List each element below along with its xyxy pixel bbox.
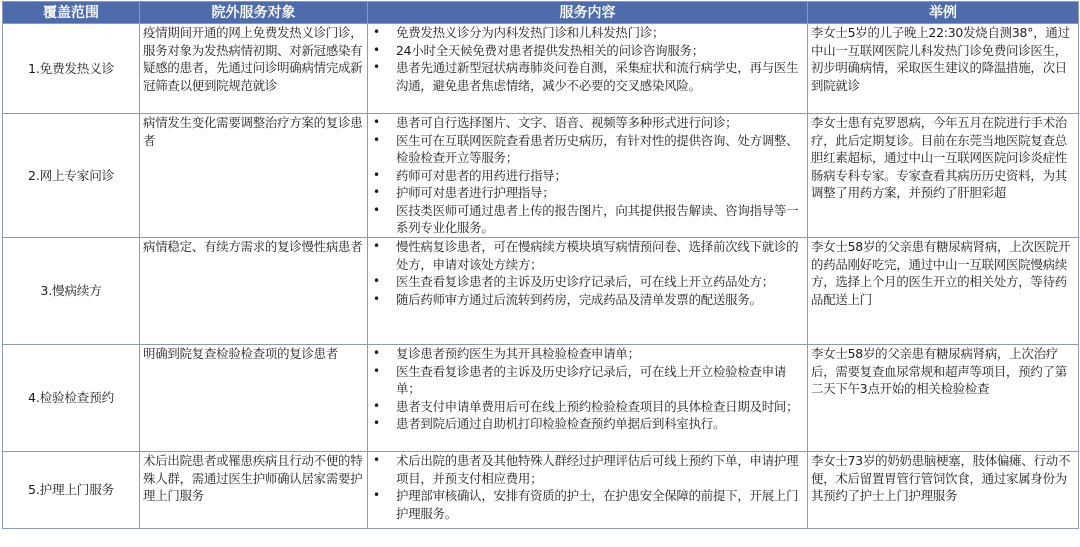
table-body — [3, 24, 1079, 529]
service-content-item: • 复诊患者预约医生为其开具检验检查申请单； — [370, 345, 805, 363]
service-content-list — [370, 238, 805, 308]
service-content-item: • 医生查看复诊患者的主诉及历史诊疗记录后，可在线上开立检验检查申请单； — [370, 363, 805, 398]
example-cell: 李女士73岁的奶奶患脑梗塞，肢体偏瘫、行动不便，术后留置胃管行管饲饮食，通过家属身份为其预约了护士上门护理服务 — [808, 452, 1079, 529]
service-target-cell: 病情稳定、有续方需求的复诊慢性病患者 — [140, 238, 368, 345]
service-content-list — [370, 452, 805, 522]
service-content-item: • 慢性病复诊患者，可在慢病续方模块填写病情预问卷、选择前次线下就诊的处方，申请对该处方续方； — [370, 238, 805, 273]
table-row — [3, 452, 1079, 529]
table-row — [3, 238, 1079, 345]
example-cell: 李女士58岁的父亲患有糖尿病肾病，上次治疗后，需要复查血尿常规和超声等项目，预约了第二天下午3点开始的相关检验检查 — [808, 345, 1079, 452]
service-content-cell — [368, 238, 808, 345]
service-table-container — [2, 1, 1078, 545]
service-content-cell — [368, 114, 808, 238]
header-service-content: 服务内容 — [368, 2, 808, 24]
service-target-cell: 疫情期间开通的网上免费发热义诊门诊，服务对象为发热病情初期、对新冠感染有疑感的患者，先通过问诊明确病情完成新冠筛查以便到院规范就诊 — [140, 24, 368, 114]
coverage-scope-cell: 2.网上专家问诊 — [3, 114, 140, 238]
service-content-cell — [368, 24, 808, 114]
table-row — [3, 114, 1079, 238]
service-content-item: • 医生查看复诊患者的主诉及历史诊疗记录后，可在线上开立药品处方； — [370, 273, 805, 291]
service-content-item: • 护师可对患者进行护理指导； — [370, 184, 805, 202]
table-row — [3, 345, 1079, 452]
service-content-item: • 护理部审核确认，安排有资质的护士，在护患安全保障的前提下，开展上门护理服务。 — [370, 487, 805, 522]
table-header — [3, 2, 1079, 24]
service-content-item: • 患者可自行选择图片、文字、语音、视频等多种形式进行问诊； — [370, 114, 805, 132]
service-content-cell — [368, 452, 808, 529]
header-example: 举例 — [808, 2, 1079, 24]
service-content-item: • 术后出院的患者及其他特殊人群经过护理评估后可线上预约下单，申请护理项目，并预支付相应费用； — [370, 452, 805, 487]
coverage-scope-cell: 3.慢病续方 — [3, 238, 140, 345]
service-content-list — [370, 114, 805, 237]
service-content-cell — [368, 345, 808, 452]
service-target-cell: 术后出院患者或罹患疾病且行动不便的特殊人群，需通过医生护师确认居家需要护理上门服务 — [140, 452, 368, 529]
service-content-list — [370, 24, 805, 94]
service-target-cell: 明确到院复查检验检查项的复诊患者 — [140, 345, 368, 452]
coverage-scope-cell: 1.免费发热义诊 — [3, 24, 140, 114]
service-content-item: • 医技类医师可通过患者上传的报告图片，向其提供报告解读、咨询指导等一系列专业化服务。 — [370, 202, 805, 237]
service-content-item: • 患者支付申请单费用后可在线上预约检验检查项目的具体检查日期及时间； — [370, 398, 805, 416]
coverage-scope-cell: 4.检验检查预约 — [3, 345, 140, 452]
service-content-item: • 随后药师审方通过后流转到药房，完成药品及清单发票的配送服务。 — [370, 291, 805, 309]
example-cell: 李女士58岁的父亲患有糖尿病肾病，上次医院开的药品刚好吃完，通过中山一互联网医院慢病续方，选择上个月的医生开立的相关处方，等待药品配送上门 — [808, 238, 1079, 345]
header-row — [3, 2, 1079, 24]
header-coverage-scope: 覆盖范围 — [3, 2, 140, 24]
example-cell: 李女士5岁的儿子晚上22:30发烧自测38°，通过中山一互联网医院儿科发热门诊免费问诊医生，初步明确病情，采取医生建议的降温措施，次日到院就诊 — [808, 24, 1079, 114]
coverage-scope-cell: 5.护理上门服务 — [3, 452, 140, 529]
service-content-item: • 患者先通过新型冠状病毒肺炎问卷自测，采集症状和流行病学史，再与医生沟通，避免患者焦虑情绪，减少不必要的交叉感染风险。 — [370, 59, 805, 94]
service-content-item: • 24小时全天候免费对患者提供发热相关的问诊咨询服务； — [370, 42, 805, 60]
service-content-item: • 患者到院后通过自助机打印检验检查预约单据后到科室执行。 — [370, 415, 805, 433]
service-content-list — [370, 345, 805, 433]
header-service-target: 院外服务对象 — [140, 2, 368, 24]
service-content-item: • 医生可在互联网医院查看患者历史病历，有针对性的提供咨询、处方调整、检验检查开立等服务； — [370, 132, 805, 167]
service-coverage-table — [2, 1, 1079, 529]
service-content-item: • 药师可对患者的用药进行指导； — [370, 167, 805, 185]
service-content-item: • 免费发热义诊分为内科发热门诊和儿科发热门诊； — [370, 24, 805, 42]
example-cell: 李女士患有克罗恩病，今年五月在院进行手术治疗，此后定期复诊。目前在东莞当地医院复查总胆红素超标，通过中山一互联网医院问诊炎症性肠病专科专家。专家查看其病历历史资料，为其调整了用药方案，并预约了肝胆彩超 — [808, 114, 1079, 238]
table-row — [3, 24, 1079, 114]
service-target-cell: 病情发生变化需要调整治疗方案的复诊患者 — [140, 114, 368, 238]
